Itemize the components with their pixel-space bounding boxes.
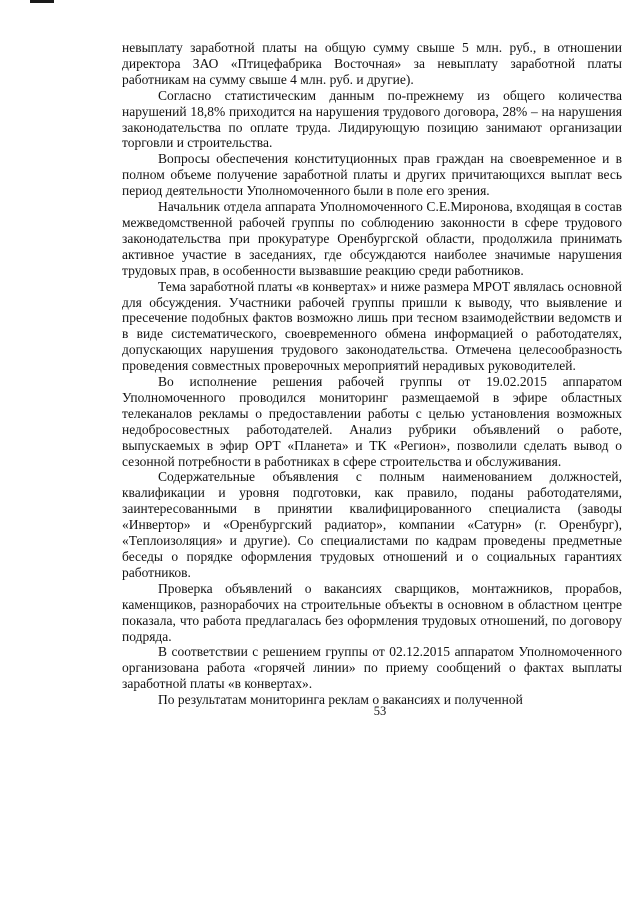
paragraph-constitutional-rights: Вопросы обеспечения конституционных прав граждан на своевременное и в полном объеме получение заработной платы и других причитающихся выплат весь период деятельности Уполномоченного были в поле его зрения. — [122, 151, 622, 199]
paragraph-monitoring: Во исполнение решения рабочей группы от 19.02.2015 аппаратом Уполномоченного проводился мониторинг размещаемой в эфире областных телеканалов рекламы о предоставлении работы с целью установления возможных недобросовестных работодателей. Анализ рубрики объявлений о работе, выпускаемых в эфир ОРТ «Планета» и ТК «Регион», позволили сделать вывод о сезонной потребности в работниках в сфере строительства и обслуживания. — [122, 374, 622, 469]
scan-edge-mark — [30, 0, 54, 3]
paragraph-continued: невыплату заработной платы на общую сумму свыше 5 млн. руб., в отношении директора ЗАО «Птицефабрика Восточная» за невыплату заработной платы работникам на сумму свыше 4 млн. руб. и другие). — [122, 40, 622, 87]
page-number: 53 — [373, 704, 387, 718]
paragraph-results: По результатам мониторинга реклам о вакансиях и полученной — [158, 692, 523, 708]
paragraph-working-group: Начальник отдела аппарата Уполномоченного С.Е.Миронова, входящая в состав межведомственной рабочей группы по соблюдению законности в сфере трудового законодательства при прокуратуре Оренбургской области, продолжила принимать активное участие в заседаниях, где обсуждаются наиболее значимые нарушения трудовых прав, в особенности вызвавшие реакцию среди работников. — [122, 199, 622, 278]
paragraph-hotline: В соответствии с решением группы от 02.12.2015 аппаратом Уполномоченного организована работа «горячей линии» по приему сообщений о фактах выплаты заработной платы «в конвертах». — [122, 644, 622, 692]
document-text — [122, 40, 622, 708]
paragraph-envelope-salary: Тема заработной платы «в конвертах» и ниже размера МРОТ являлась основной для обсуждения. Участники рабочей группы пришли к выводу, что выявление и пресечение подобных фактов возможно лишь при тесном взаимодействии ведомств и в виде систематического, своевременного обмена информацией о работодателях, допускающих нарушения трудового законодательства. Отмечена целесообразность проведения совместных проверочных мероприятий нерадивых руководителей. — [122, 278, 622, 374]
paragraph-statistics: Согласно статистическим данным по-прежнему из общего количества нарушений 18,8% приходится на нарушения трудового договора, 28% – на нарушения законодательства по оплате труда. Лидирующую позицию занимают организации торговли и строительства. — [122, 87, 622, 151]
paragraph-vacancy-check: Проверка объявлений о вакансиях сварщиков, монтажников, прорабов, каменщиков, разнорабочих на строительные объекты в основном в областном центре показала, что работа предлагалась без оформления трудовых отношений, по договору подряда. — [122, 580, 622, 644]
paragraph-job-ads: Содержательные объявления с полным наименованием должностей, квалификации и уровня подготовки, как правило, поданы работодателями, заинтересованными в принятии квалифицированного специалиста (заводы «Инвертор» и «Оренбургский радиатор», компании «Сатурн» (г. Оренбург), «Теплоизоляция» и другие). Со специалистами по кадрам проведены предметные беседы о порядке оформления трудовых отношений и о социальных гарантиях работников. — [122, 469, 622, 580]
